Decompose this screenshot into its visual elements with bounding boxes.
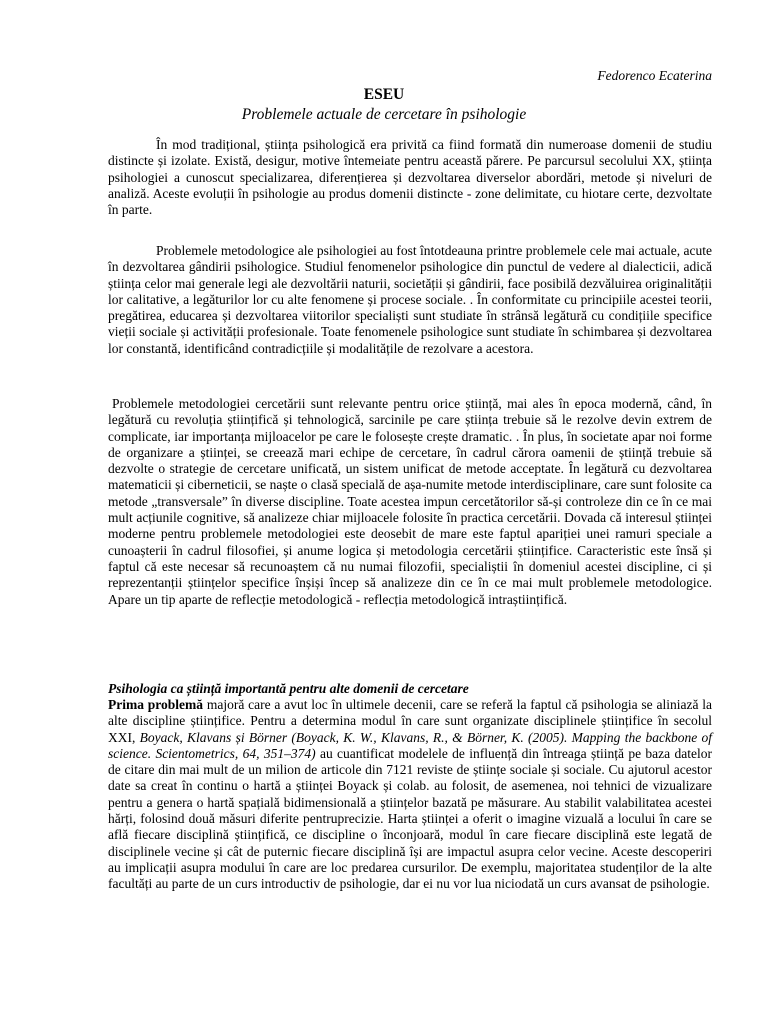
essay-subtitle: Problemele actuale de cercetare în psihologie — [241, 106, 527, 123]
paragraph-research-methodology: Problemele metodologiei cercetării sunt relevante pentru orice știință, mai ales în epoca modernă, când, în legătură cu revoluția științifică și tehnologică, sarcinile pe care știința trebuie să le rezolve devin extrem de complicate, iar importanța mijloacelor pe care le folosește crește dramatic. . În plus, în societate apar noi forme de organizare a științei, se creează mari echipe de cercetare, în cadrul cărora oamenii de știință trebuie să dezvolte o strategie de cercetare unificată, un sistem unificat de metode acceptate. În legătură cu dezvoltarea matematicii și ciberneticii, se naște o clasă specială de așa-numite metode interdisciplinare, care sunt folosite ca metode „transversale” în diverse discipline. Toate acestea impun cercetătorilor să-și controleze din ce în ce mai mult acțiunile cognitive, să analizeze chiar mijloacele folosite în practica cercetării. Dovada că interesul științei moderne pentru problemele metodologiei este deosebit de mare este faptul apariției unei ramuri speciale a cunoașterii în cadrul filosofiei, și anume logica și metodologia cercetării științifice. Caracteristic este însă și faptul că este necesar să recunoaștem că nu numai filozofii, specialiștii în domeniul acestei discipline, ci și reprezentanții științelor specifice înșiși încep să analizeze din ce în ce mai mult problemele metodologice. Apare un tip aparte de reflecție metodologică - reflecția metodologică intraștiințifică. — [108, 396, 712, 607]
paragraph-lead-phrase: Prima problemă — [108, 697, 204, 712]
paragraph-text-after-citation: au cuantificat modelele de influență din întreaga știință pe baza datelor de citare din mai mult de un milion de articole din 7121 reviste de științe sociale și sociale. Cu ajutorul acestor date sa creat în continu o hartă a științei Boyack și colab. au folosit, de asemenea, noi tehnici de vizualizare pentru a genera o hartă spațială bidimensională a științelor bazată pe măsurare. Au stabilit valabilitatea acestei hărți, folosind două măsuri diferite pentruprecizie. Harta științei a oferit o imagine vizuală a locului în care se află fiecare disciplină științifică, ce discipline o înconjoară, modul în care fiecare disciplină este legată de disciplinele vecine și cât de puternic fiecare disciplină își are impactul asupra celor vecine. Aceste descoperiri au implicații asupra modului în care are loc predarea cursurilor. De exemplu, majoritatea studenților de la alte facultăți au parte de un curs introductiv de psihologie, dar ei nu vor lua niciodată un curs avansat de psihologie. — [108, 745, 712, 892]
citation: Boyack, Klavans și Börner (Boyack, K. W., Klavans, R., & Börner, K. (2005). Mapping the backbone of science. Scientometrics, 64, 351–374) — [108, 729, 712, 761]
essay-title: ESEU — [363, 86, 405, 103]
paragraph-intro: În mod tradițional, știința psihologică era privită ca fiind formată din numeroase domenii de studiu distincte și izolate. Există, desigur, motive întemeiate pentru această părere. Pe parcursul secolului XX, știința psihologiei a cunoscut specializarea, diferențierea și dezvoltarea diverselor abordări, metode și niveluri de analiză. Aceste evoluții în psihologie au produs domenii distincte - zone delimitate, cu hiotare certe, dezvoltate în parte. — [108, 137, 712, 218]
author-name: Fedorenco Ecaterina — [597, 68, 712, 83]
section-heading: Psihologia ca știință importantă pentru alte domenii de cercetare — [108, 681, 469, 696]
paragraph-methodological-problems: Problemele metodologice ale psihologiei au fost întotdeauna printre problemele cele mai actuale, acute în dezvoltarea gândirii psihologice. Studiul fenomenelor psihologice din punctul de vedere al dialecticii, adică știința celor mai generale legi ale dezvoltării naturii, societății și gândirii, face posibilă dezvăluirea originalității lor calitative, a legăturilor lor cu alte fenomene și procese sociale. . În conformitate cu principiile acestei teorii, pregătirea, educarea și dezvoltarea viitorilor specialiști sunt studiate în strânsă legătură cu condițiile specifice vieții sociale și activității profesionale. Toate fenomenele psihologice sunt studiate în schimbarea și dezvoltarea lor constantă, identificând contradicțiile și modalitățile de rezolvare a acestora. — [108, 243, 712, 356]
paragraph-text-before-citation: majoră care a avut loc în ultimele decenii, care se referă la faptul că psihologia se aliniază la alte discipline științifice. Pentru a determina modul în care sunt organizate disciplinele științifice în secolul XXI, — [108, 697, 712, 745]
paragraph-first-problem — [108, 697, 712, 893]
